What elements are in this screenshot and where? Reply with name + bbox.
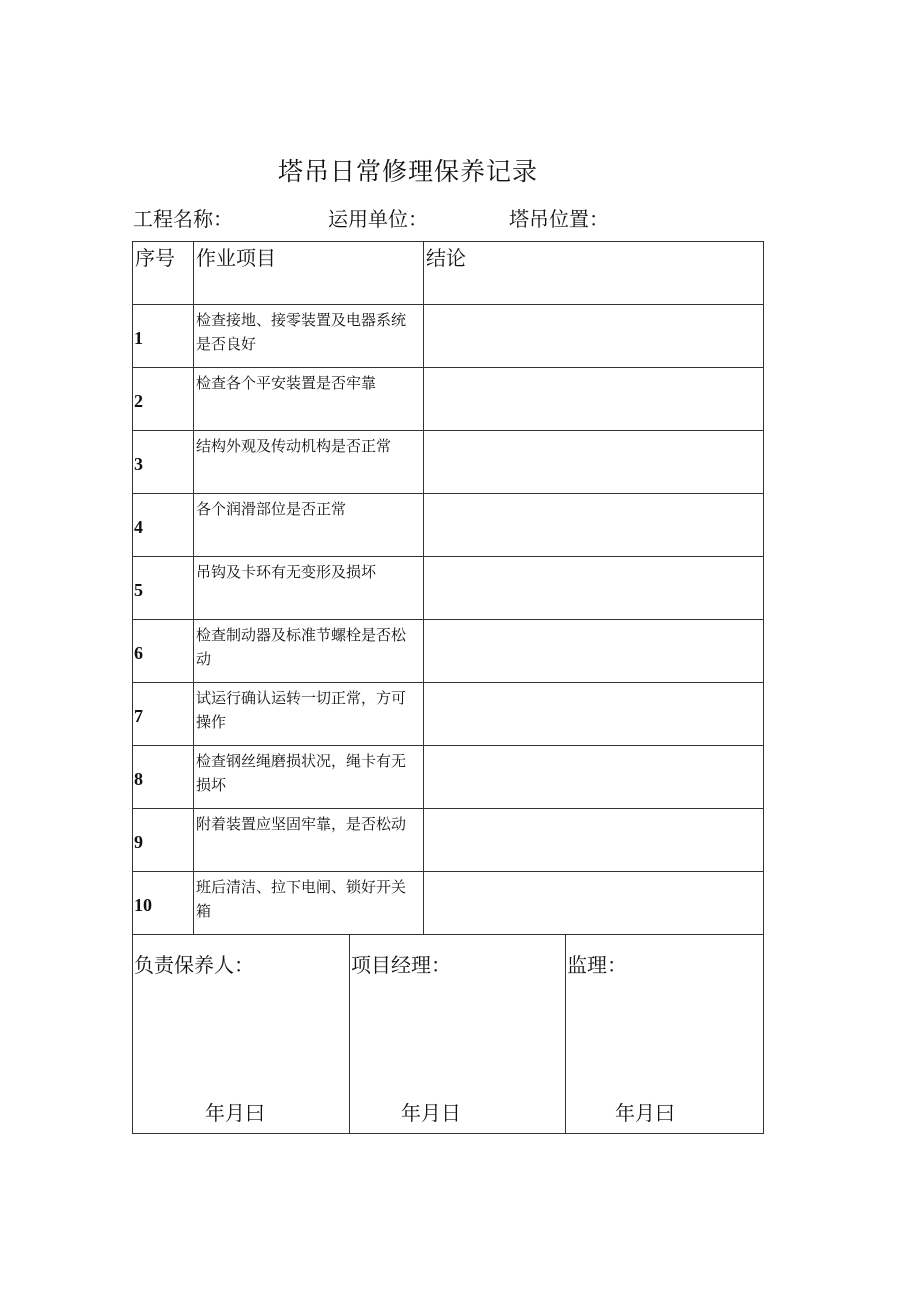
project-manager-date: 年月日 bbox=[401, 1101, 461, 1125]
row-task: 班后清洁、拉下电闸、锁好开关箱 bbox=[194, 872, 424, 935]
signature-cell-maintainer[interactable] bbox=[133, 935, 350, 1134]
table-row bbox=[133, 494, 764, 557]
user-unit-label: 运用单位： bbox=[328, 207, 428, 231]
row-task: 吊钩及卡环有无变形及损坏 bbox=[194, 557, 424, 620]
project-name-label: 工程名称： bbox=[133, 207, 233, 231]
table-row bbox=[133, 872, 764, 935]
table-row bbox=[133, 683, 764, 746]
table-header-row bbox=[133, 242, 764, 305]
document-title: 塔吊日常修理保养记录 bbox=[278, 157, 539, 186]
row-conclusion-cell[interactable] bbox=[424, 683, 764, 746]
row-task: 检查接地、接零装置及电器系统是否良好 bbox=[194, 305, 424, 368]
crane-position-label: 塔吊位置： bbox=[509, 207, 609, 231]
maintainer-label: 负责保养人： bbox=[134, 953, 254, 977]
row-task: 各个润滑部位是否正常 bbox=[194, 494, 424, 557]
row-conclusion-cell[interactable] bbox=[424, 746, 764, 809]
maintainer-date: 年月曰 bbox=[205, 1101, 265, 1125]
table-row bbox=[133, 746, 764, 809]
row-task: 结构外观及传动机构是否正常 bbox=[194, 431, 424, 494]
table-row bbox=[133, 431, 764, 494]
header-number: 序号 bbox=[133, 242, 194, 305]
row-number: 10 bbox=[133, 872, 194, 935]
row-conclusion-cell[interactable] bbox=[424, 431, 764, 494]
row-conclusion-cell[interactable] bbox=[424, 872, 764, 935]
row-number: 1 bbox=[133, 305, 194, 368]
row-number: 5 bbox=[133, 557, 194, 620]
row-task: 检查制动器及标准节螺栓是否松动 bbox=[194, 620, 424, 683]
supervisor-date: 年月曰 bbox=[615, 1101, 675, 1125]
row-number: 7 bbox=[133, 683, 194, 746]
row-task: 试运行确认运转一切正常，方可操作 bbox=[194, 683, 424, 746]
header-task: 作业项目 bbox=[194, 242, 424, 305]
row-conclusion-cell[interactable] bbox=[424, 809, 764, 872]
row-task: 检查各个平安装置是否牢靠 bbox=[194, 368, 424, 431]
row-conclusion-cell[interactable] bbox=[424, 557, 764, 620]
row-task: 附着装置应坚固牢靠，是否松动 bbox=[194, 809, 424, 872]
maintenance-table bbox=[132, 241, 764, 935]
table-row bbox=[133, 809, 764, 872]
row-task: 检查钢丝绳磨损状况，绳卡有无损坏 bbox=[194, 746, 424, 809]
signature-cell-supervisor[interactable] bbox=[566, 935, 764, 1134]
table-row bbox=[133, 305, 764, 368]
row-number: 6 bbox=[133, 620, 194, 683]
header-conclusion: 结论 bbox=[424, 242, 764, 305]
row-number: 4 bbox=[133, 494, 194, 557]
row-number: 9 bbox=[133, 809, 194, 872]
row-number: 3 bbox=[133, 431, 194, 494]
supervisor-label: 监理： bbox=[567, 953, 627, 977]
row-conclusion-cell[interactable] bbox=[424, 494, 764, 557]
project-manager-label: 项目经理： bbox=[351, 953, 451, 977]
signature-table bbox=[132, 934, 764, 1134]
table-row bbox=[133, 368, 764, 431]
table-row bbox=[133, 557, 764, 620]
row-conclusion-cell[interactable] bbox=[424, 305, 764, 368]
row-number: 2 bbox=[133, 368, 194, 431]
row-conclusion-cell[interactable] bbox=[424, 620, 764, 683]
signature-cell-project-manager[interactable] bbox=[350, 935, 566, 1134]
table-row bbox=[133, 620, 764, 683]
row-number: 8 bbox=[133, 746, 194, 809]
row-conclusion-cell[interactable] bbox=[424, 368, 764, 431]
